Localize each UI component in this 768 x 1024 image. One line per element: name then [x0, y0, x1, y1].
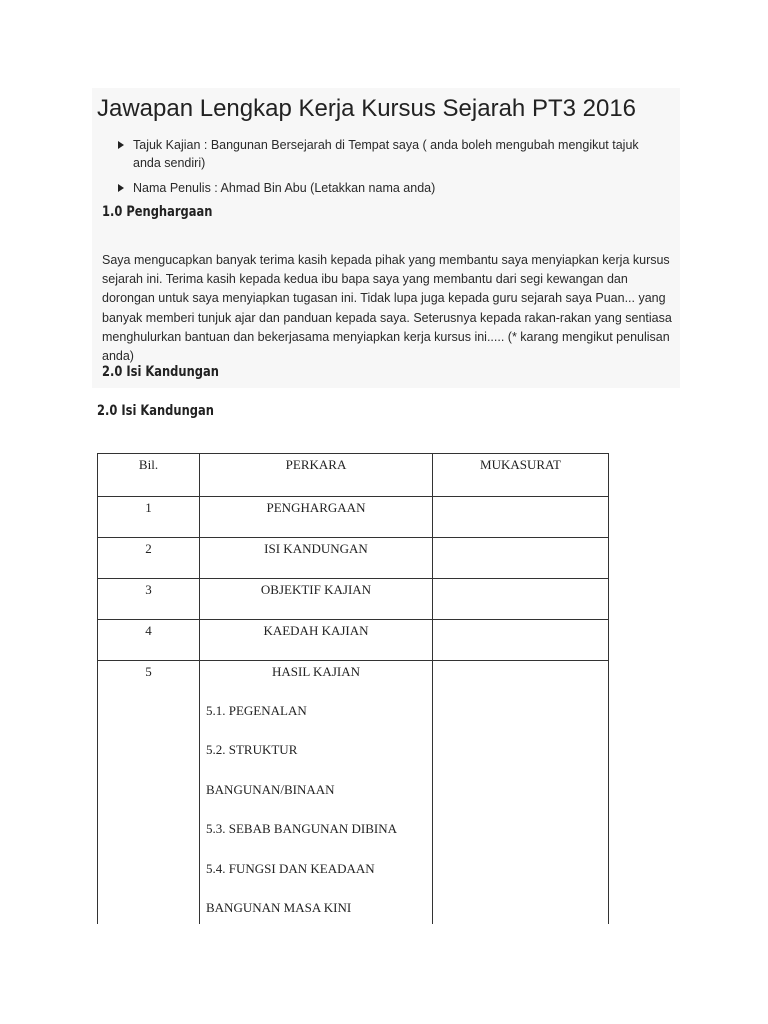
perkara-title: HASIL KAJIAN [272, 664, 360, 679]
table-row [98, 661, 609, 925]
cell-bil: 4 [98, 620, 200, 661]
table-row [98, 620, 609, 661]
subitem: 5.4. FUNGSI DAN KEADAAN [206, 860, 375, 876]
cell-perkara: ISI KANDUNGAN [200, 538, 433, 579]
cell-mukasurat [433, 497, 609, 538]
cell-mukasurat [433, 579, 609, 620]
subitem: 5.1. PEGENALAN [206, 702, 307, 718]
cell-mukasurat [433, 538, 609, 579]
table-row [98, 497, 609, 538]
bullet-text: Tajuk Kajian : Bangunan Bersejarah di Tempat saya ( anda boleh mengubah mengikut tajuk anda sendiri) [133, 138, 639, 170]
cell-bil: 2 [98, 538, 200, 579]
subitem: 5.2. STRUKTUR [206, 742, 298, 757]
cell-perkara [200, 661, 433, 925]
toc-heading: 2.0 Isi Kandungan [97, 403, 214, 419]
triangle-bullet-icon [118, 184, 124, 192]
table-row [98, 579, 609, 620]
document-title: Jawapan Lengkap Kerja Kursus Sejarah PT3 2016 [97, 95, 637, 122]
subitem: BANGUNAN MASA KINI [206, 900, 352, 915]
subitem: 5.3. SEBAB BANGUNAN DIBINA [206, 821, 398, 836]
cell-perkara: PENGHARGAAN [200, 497, 433, 538]
cell-bil: 5 [98, 661, 200, 925]
header-bil: Bil. [98, 454, 200, 497]
section-heading-isi-kandungan: 2.0 Isi Kandungan [102, 364, 219, 380]
cell-bil: 1 [98, 497, 200, 538]
subitem: BANGUNAN/BINAAN [206, 781, 335, 797]
penghargaan-paragraph: Saya mengucapkan banyak terima kasih kepada pihak yang membantu saya menyiapkan kerja kursus sejarah ini. Terima kasih kepada kedua ibu bapa saya yang membantu dari segi kewangan dan dorongan untuk saya menyiapkan tugasan ini. Tidak lupa juga kepada guru sejarah saya Puan... yang banyak memberi tunjuk ajar dan panduan kepada saya. Seterusnya kepada rakan-rakan yang sentiasa menghulurkan bantuan dan bekerjasama menyiapkan kerja kursus ini..... (* karang mengikut penulisan anda) [102, 253, 672, 364]
bullet-item-tajuk [118, 136, 658, 172]
contents-table [97, 453, 609, 924]
bullet-item-penulis [118, 179, 658, 197]
table-row [98, 538, 609, 579]
info-bullet-list [118, 136, 658, 204]
cell-perkara: OBJEKTIF KAJIAN [200, 579, 433, 620]
triangle-bullet-icon [118, 141, 124, 149]
table-header-row [98, 454, 609, 497]
cell-mukasurat [433, 661, 609, 925]
cell-bil: 3 [98, 579, 200, 620]
bullet-text: Nama Penulis : Ahmad Bin Abu (Letakkan nama anda) [133, 181, 436, 195]
cell-perkara: KAEDAH KAJIAN [200, 620, 433, 661]
header-mukasurat: MUKASURAT [433, 454, 609, 497]
section-heading-penghargaan: 1.0 Penghargaan [102, 204, 213, 220]
cell-mukasurat [433, 620, 609, 661]
header-perkara: PERKARA [200, 454, 433, 497]
